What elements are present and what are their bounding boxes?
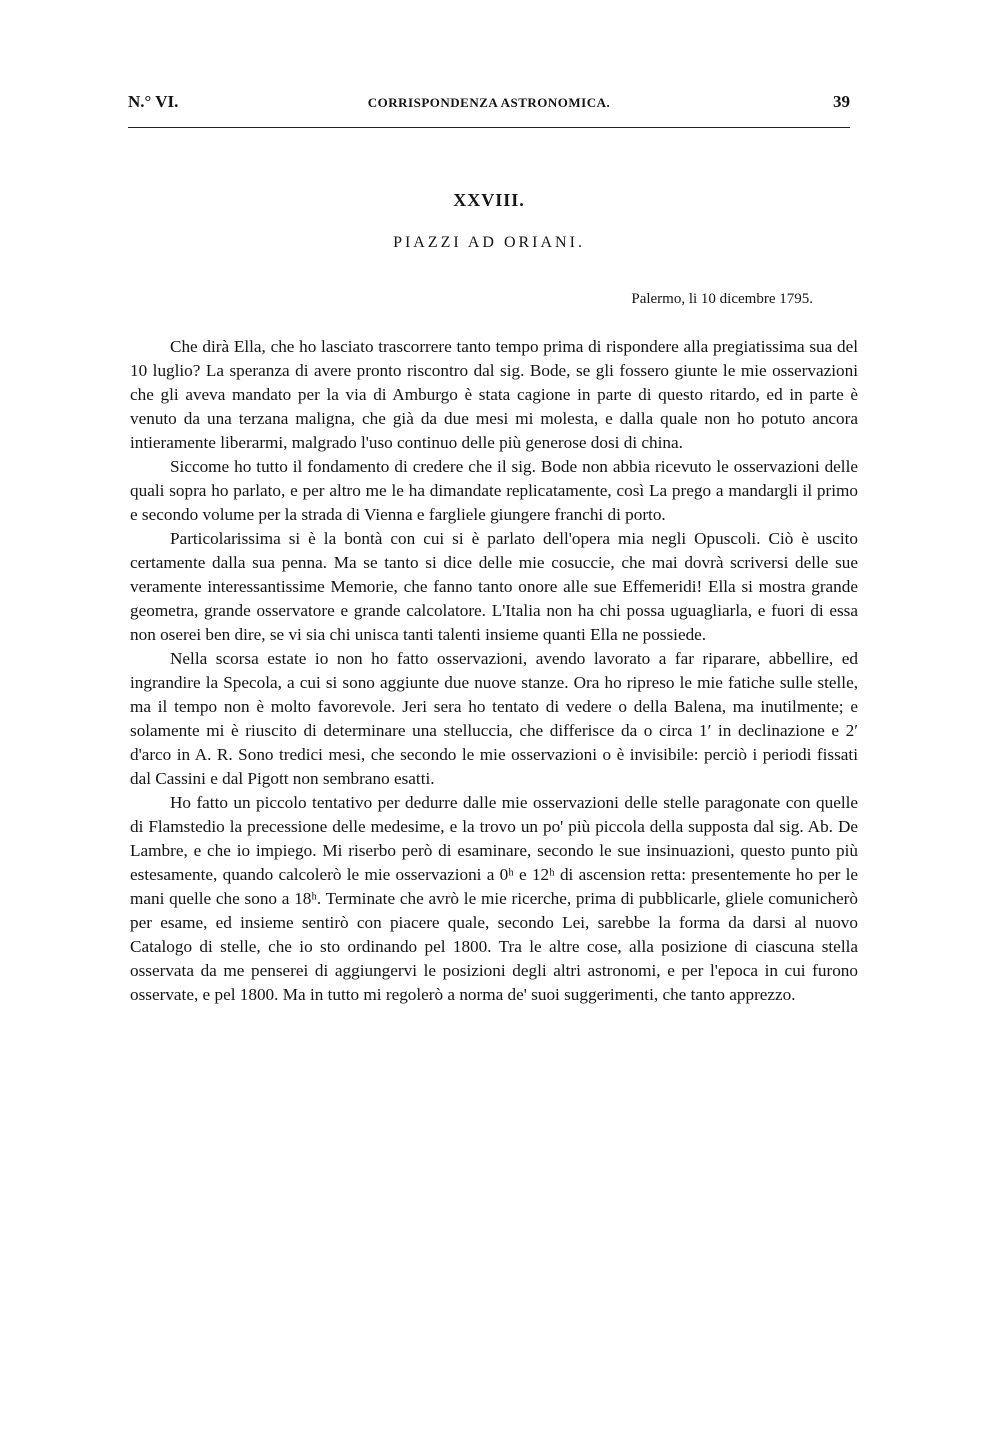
letter-body — [130, 335, 858, 1007]
header-rule — [128, 127, 850, 128]
page-number: 39 — [833, 92, 850, 111]
letter-numeral: XXVIII. — [453, 190, 525, 210]
running-header — [128, 92, 850, 116]
paragraph: Particolarissima si è la bontà con cui si è parlato dell'opera mia negli Opuscoli. Ciò è uscito certamente dalla sua penna. Ma se tanto si dice delle mie cosuccie, che mai dovrà scriversi delle sue veramente interessantissime Memorie, che fanno tanto onore alle sue Effemeridi! Ella si mostra grande geometra, grande osservatore e grande calcolatore. L'Italia non ha chi possa uguagliarla, e fuori di essa non oserei ben dire, se vi sia chi unisca tanti talenti insieme quanti Ella ne possiede. — [130, 529, 858, 644]
paragraph: Che dirà Ella, che ho lasciato trascorrere tanto tempo prima di rispondere alla pregiatissima sua del 10 luglio? La speranza di avere pronto riscontro dal sig. Bode, se gli fossero giunte le mie osservazioni che gli aveva mandato per la via di Amburgo è stata cagione in parte di questo ritardo, ed in parte è venuto da una terzana maligna, che già da due mesi mi molesta, e dalla quale non ho potuto ancora intieramente liberarmi, malgrado l'uso continuo delle più generose dosi di china. — [130, 337, 858, 452]
letter-title: PIAZZI AD ORIANI. — [393, 234, 585, 251]
paragraph: Nella scorsa estate io non ho fatto osservazioni, avendo lavorato a far riparare, abbellire, ed ingrandire la Specola, a cui si sono aggiunte due nuove stanze. Ora ho ripreso le mie fatiche sulle stelle, ma il tempo non è molto favorevole. Jeri sera ho tentato di vedere ο della Balena, ma inutilmente; e solamente mi è riuscito di determinare una stelluccia, che differisce da ο circa 1′ in declinazione e 2′ d'arco in A. R. Sono tredici mesi, che secondo le mie osservazioni ο è invisibile: perciò i periodi fissati dal Cassini e dal Pigott non sembrano esatti. — [130, 649, 858, 788]
issue-number: N.° VI. — [128, 92, 179, 111]
paragraph: Siccome ho tutto il fondamento di credere che il sig. Bode non abbia ricevuto le osservazioni delle quali sopra ho parlato, e per altro me le ha dimandate replicatamente, così La prego a mandargli il primo e secondo volume per la strada di Vienna e fargliele giungere franchi di porto. — [130, 457, 858, 524]
dateline: Palermo, li 10 dicembre 1795. — [631, 291, 813, 307]
paragraph: Ho fatto un piccolo tentativo per dedurre dalle mie osservazioni delle stelle paragonate con quelle di Flamstedio la precessione delle medesime, e la trovo un po' più piccola della supposta dal sig. Ab. De Lambre, e che io impiego. Mi riserbo però di esaminare, secondo le sue insinuazioni, questo punto più estesamente, quando calcolerò le mie osservazioni a 0ʰ e 12ʰ di ascension retta: presentemente ho per le mani quelle che sono a 18ʰ. Terminate che avrò le mie ricerche, prima di pubblicarle, gliele comunicherò per esame, ed insieme sentirò con piacere quale, secondo Lei, sarebbe la forma da darsi al nuovo Catalogo di stelle, che io sto ordinando pel 1800. Tra le altre cose, alla posizione di ciascuna stella osservata da me penserei di aggiungervi le posizioni degli altri astronomi, e per l'epoca in cui furono osservate, e pel 1800. Ma in tutto mi regolerò a norma de' suoi suggerimenti, che tanto apprezzo. — [130, 793, 858, 1004]
journal-title: CORRISPONDENZA ASTRONOMICA. — [367, 95, 611, 110]
